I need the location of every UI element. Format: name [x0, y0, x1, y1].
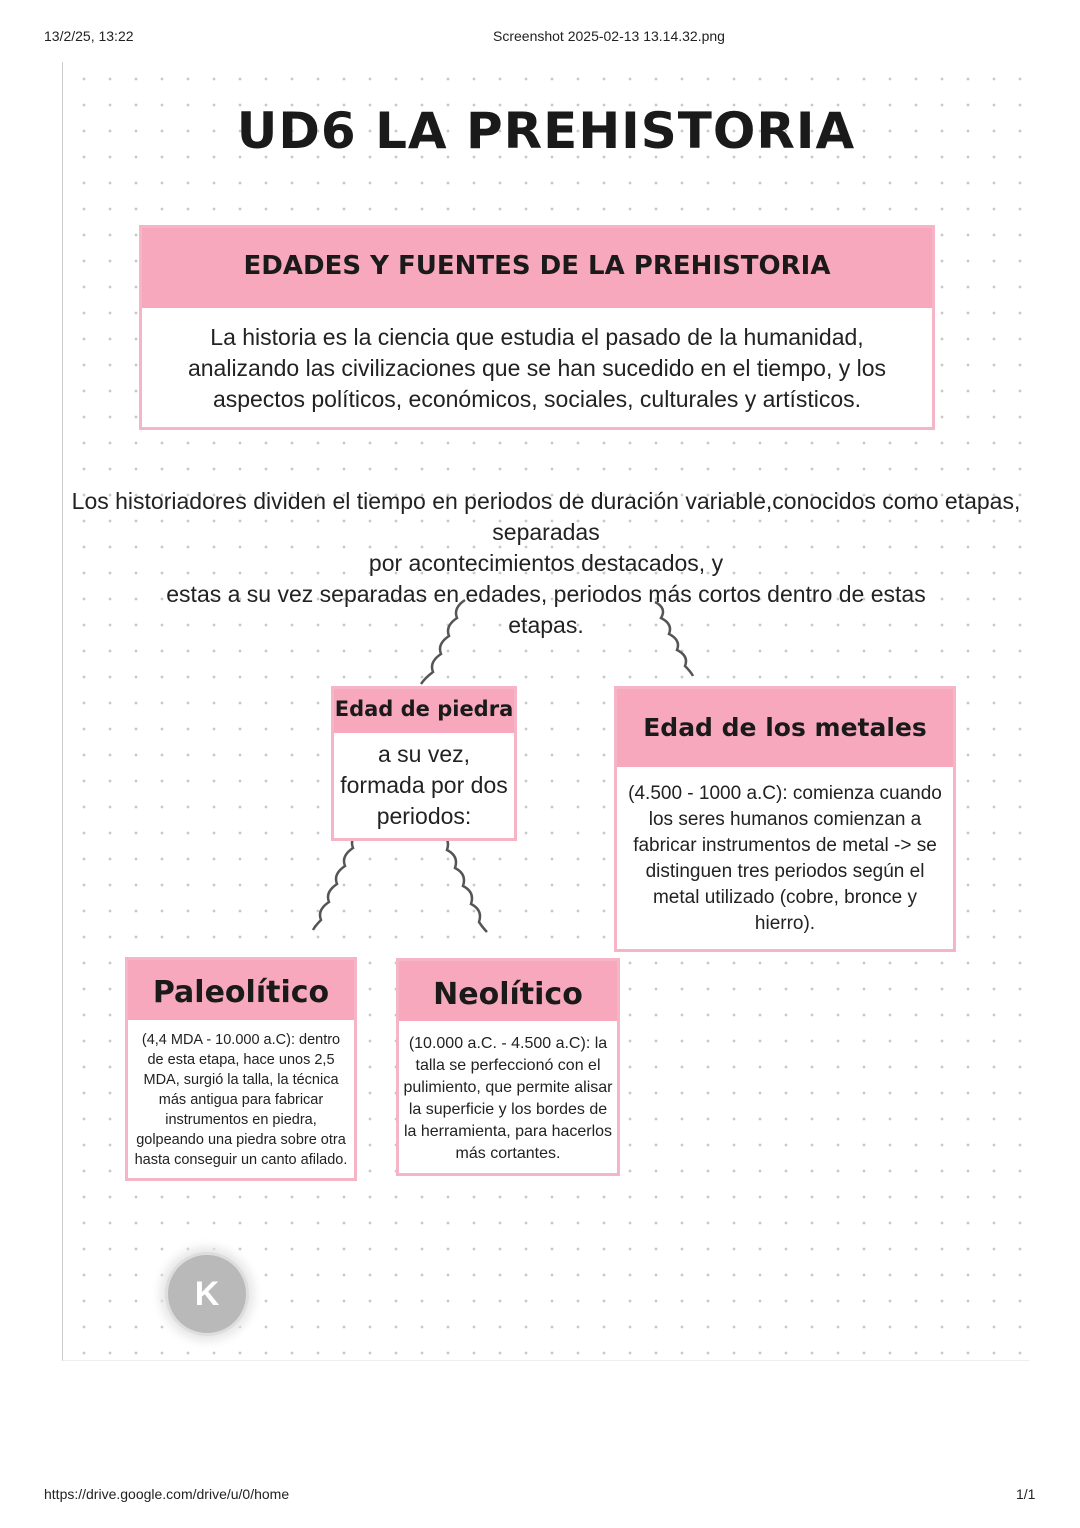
metales-box — [614, 686, 956, 952]
note-page — [62, 62, 1029, 1361]
paleolitico-box — [125, 957, 357, 1181]
neolitico-box — [396, 958, 620, 1176]
squiggle-connector — [655, 602, 693, 676]
paleolitico-body: (4,4 MDA - 10.000 a.C): dentro de esta etapa, hace unos 2,5 MDA, surgió la talla, la técnica más antigua para fabricar instrumentos en piedra, golpeando una piedra sobre otra hasta conseguir un canto afilado. — [134, 1032, 348, 1168]
print-filename: Screenshot 2025-02-13 13.14.32.png — [493, 28, 725, 44]
print-url: https://drive.google.com/drive/u/0/home — [44, 1486, 290, 1502]
squiggle-connector — [313, 830, 361, 930]
intro-heading: EDADES Y FUENTES DE LA PREHISTORIA — [142, 228, 932, 308]
piedra-body: a su vez, formada por dos periodos: — [340, 741, 508, 829]
piedra-heading: Edad de piedra — [334, 689, 514, 733]
piedra-box — [331, 686, 517, 841]
neolitico-body: (10.000 a.C. - 4.500 a.C): la talla se perfeccionó con el pulimiento, que permite alisar la superficie y los bordes de la herramienta, para hacerlos más cortantes. — [403, 1035, 613, 1162]
paleolitico-heading: Paleolítico — [128, 960, 354, 1020]
print-page-number: 1/1 — [1016, 1486, 1036, 1502]
logo-badge: K — [165, 1252, 249, 1336]
paragraph-line: estas a su vez separadas en edades, periodos más cortos dentro de estas — [166, 581, 926, 607]
squiggle-connector — [421, 600, 465, 684]
paragraph-line: etapas. — [508, 612, 584, 638]
print-datetime: 13/2/25, 13:22 — [44, 28, 134, 44]
neolitico-heading: Neolítico — [399, 961, 617, 1021]
page-title: UD6 LA PREHISTORIA — [236, 102, 856, 160]
paragraph-line: Los historiadores dividen el tiempo en periodos de duración variable,conocidos como etapas, separadas — [71, 488, 1021, 545]
paragraph-line: por acontecimientos destacados, y — [368, 550, 724, 576]
squiggle-connector — [439, 832, 487, 932]
metales-heading: Edad de los metales — [617, 689, 953, 767]
intro-body: La historia es la ciencia que estudia el pasado de la humanidad, analizando las civilizaciones que se han sucedido en el tiempo, y los aspectos políticos, económicos, sociales, culturales y artísticos. — [187, 324, 887, 412]
metales-body: (4.500 - 1000 a.C): comienza cuando los seres humanos comienzan a fabricar instrumentos de metal -> se distinguen tres periodos según el metal utilizado (cobre, bronce y hierro). — [628, 783, 942, 934]
